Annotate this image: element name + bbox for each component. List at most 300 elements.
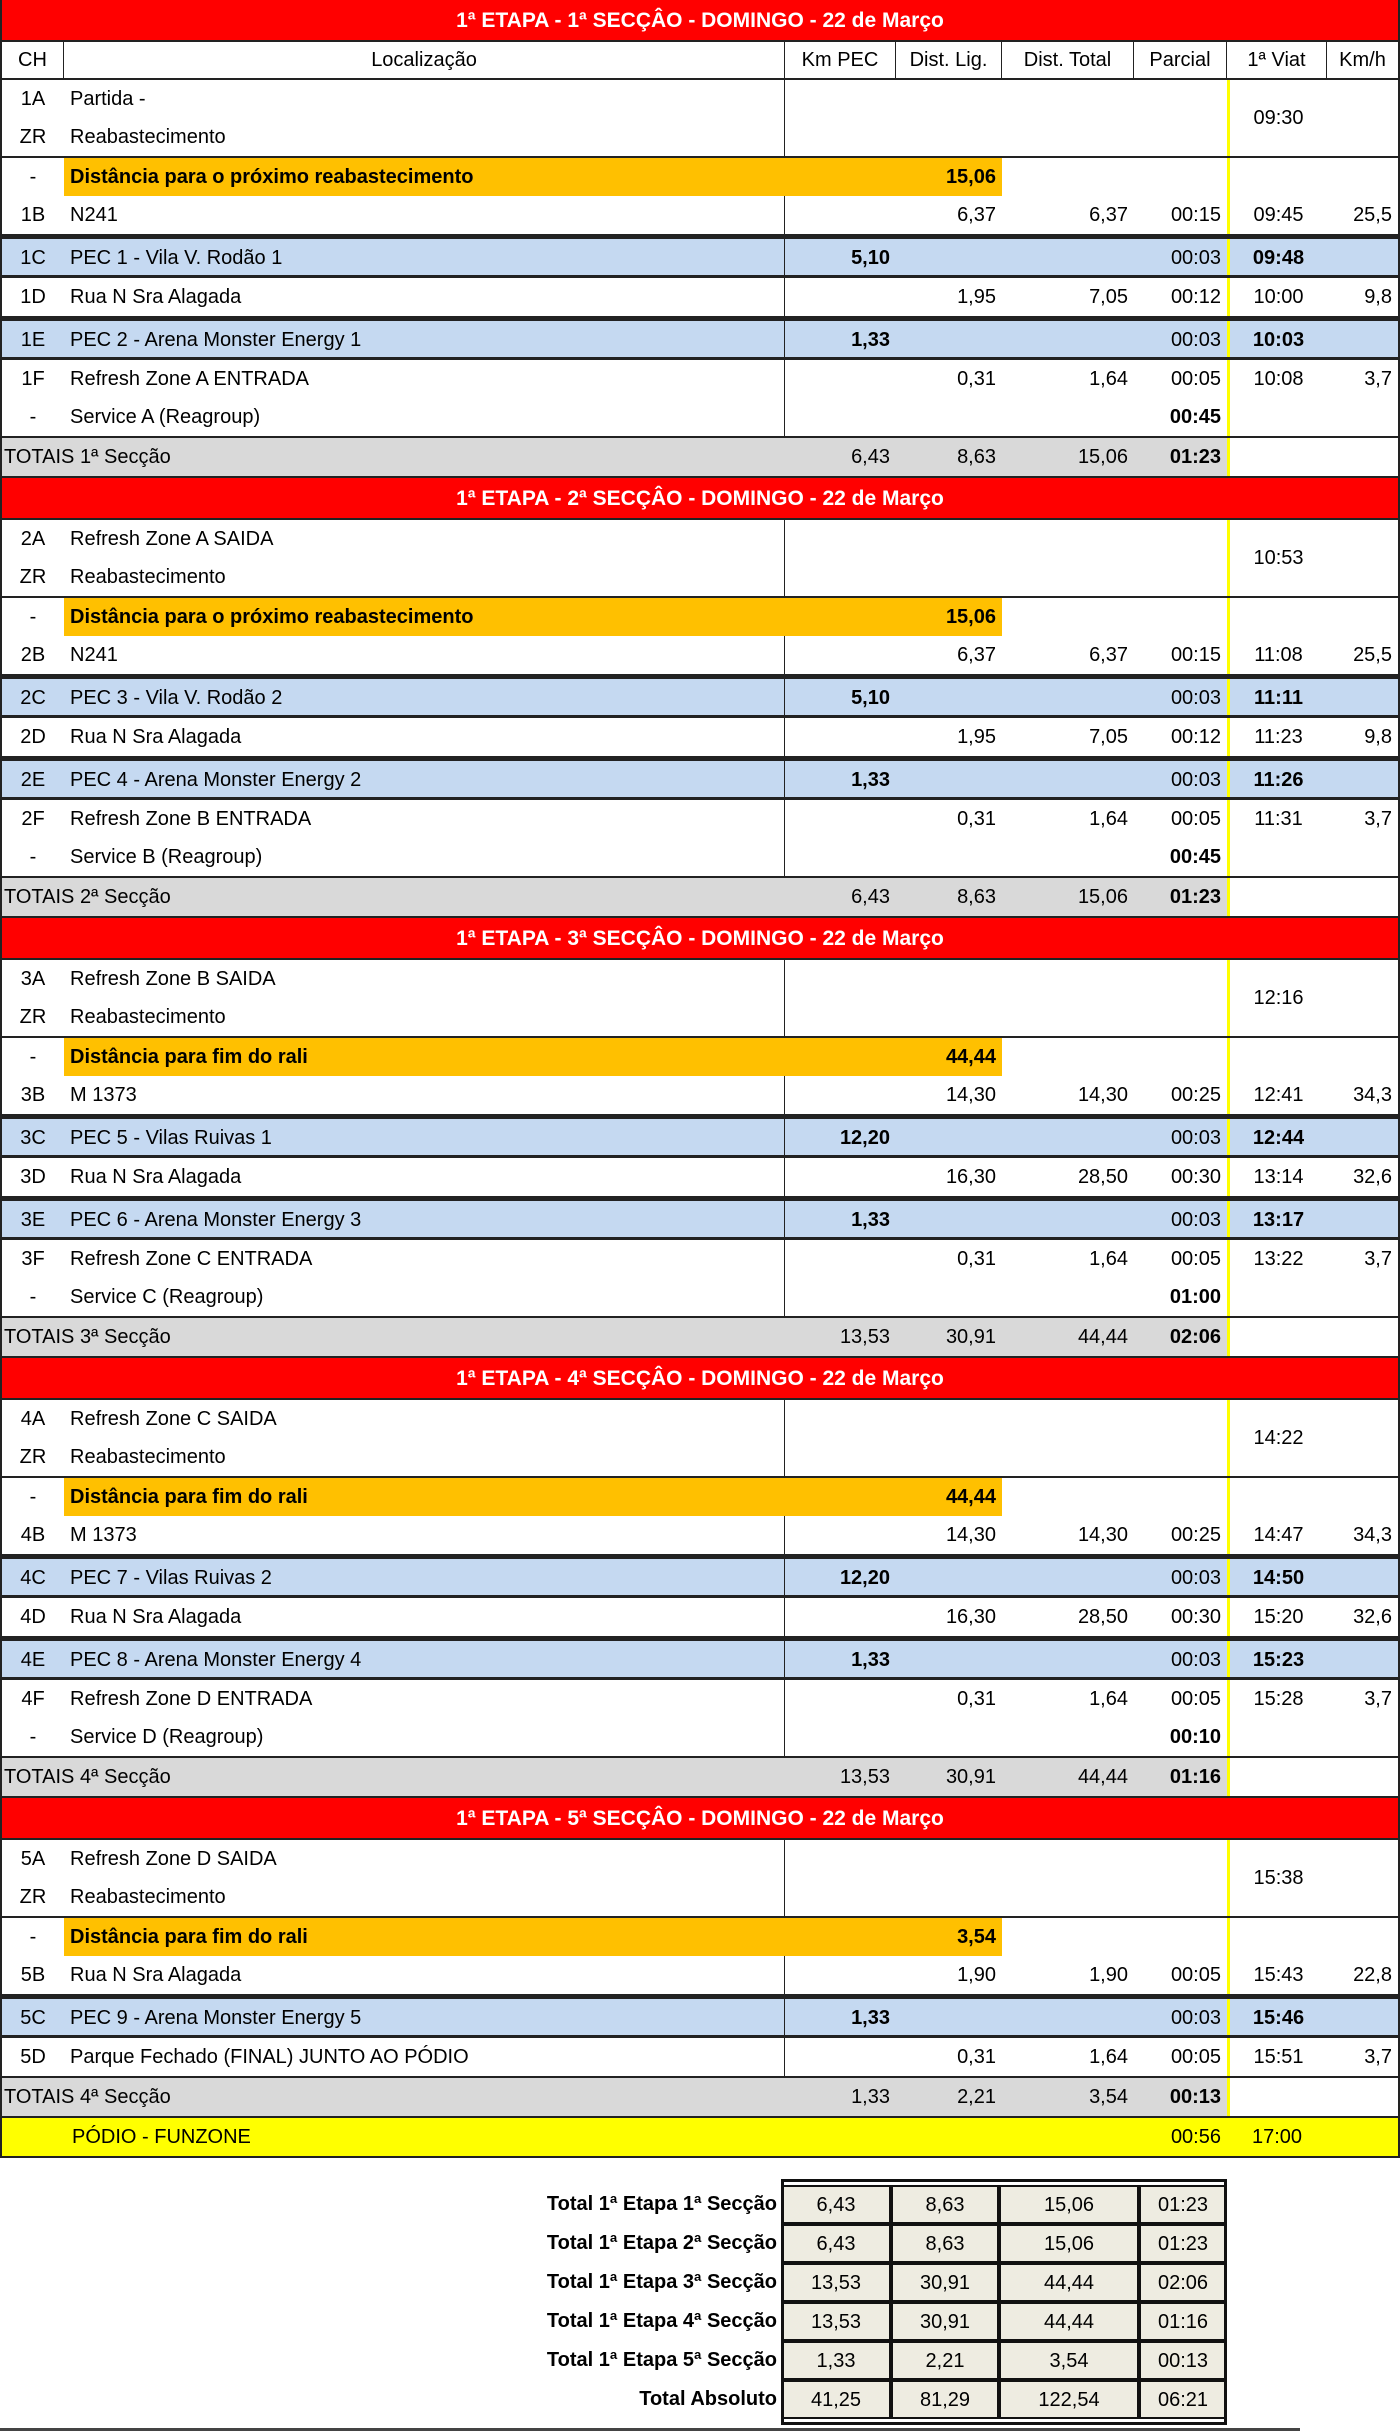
cell-parcial	[1134, 960, 1227, 1036]
cell-text: 10:08	[1253, 368, 1304, 390]
cell-dist_total	[1002, 239, 1134, 275]
cell-text: TOTAIS 3ª Secção	[4, 1326, 171, 1348]
cell-parcial	[1134, 2118, 1227, 2156]
cell-text: 1,33	[851, 1209, 890, 1231]
row-normal	[2, 1516, 1398, 1556]
cell-loc	[64, 1559, 785, 1595]
cell-viat	[1227, 239, 1327, 275]
cell-ch	[2, 1201, 64, 1237]
row-pec	[2, 1556, 1398, 1598]
row-pec	[2, 1996, 1398, 2038]
cell-dist_lig	[896, 1680, 1002, 1756]
cell-text: 9,8	[1364, 726, 1392, 748]
cell-dist_total	[1002, 1119, 1134, 1155]
cell-km_pec	[785, 960, 896, 1036]
cell-kmh	[1327, 2078, 1398, 2116]
cell-dist_total	[1002, 1758, 1134, 1796]
cell-parcial	[1134, 158, 1227, 196]
cell-parcial	[1134, 1956, 1227, 1994]
cell-text: 1,33	[851, 1649, 890, 1671]
cell-kmh	[1327, 1240, 1398, 1316]
cell-text: 00:03	[1170, 687, 1221, 709]
cell-parcial	[1134, 239, 1227, 275]
cell-loc	[2, 438, 785, 476]
cell-kmh	[1327, 636, 1398, 674]
cell-dist_total	[1002, 438, 1134, 476]
cell-text: 11:26	[1253, 769, 1304, 791]
cell-text: Parque Fechado (FINAL) JUNTO AO PÓDIO	[70, 2046, 469, 2068]
cell-loc	[64, 1840, 785, 1916]
cell-text: TOTAIS 4ª Secção	[4, 2086, 171, 2108]
cell-kmh	[1327, 1956, 1398, 1994]
cell-text: 3A	[20, 968, 46, 990]
summary-cell: 01:23	[1139, 2185, 1227, 2224]
row-refresh	[2, 1680, 1398, 1758]
cell-ch	[2, 1559, 64, 1595]
cell-text: 44,44	[1077, 1766, 1128, 1788]
cell-km_pec	[785, 1240, 896, 1316]
row-normal	[2, 2038, 1398, 2078]
cell-text: 28,50	[1077, 1166, 1128, 1188]
cell-km_pec	[785, 360, 896, 436]
cell-dist_total	[1002, 761, 1134, 797]
cell-text: Reabastecimento	[70, 1446, 226, 1468]
cell-parcial	[1134, 1598, 1227, 1636]
cell-dist_total	[1002, 1956, 1134, 1994]
summary-cell: 8,63	[891, 2185, 999, 2224]
cell-ch	[2, 1119, 64, 1155]
cell-dist_lig	[896, 2078, 1002, 2116]
cell-loc	[64, 1076, 785, 1114]
cell-text: Distância para o próximo reabastecimento	[70, 606, 474, 628]
cell-ch	[2, 598, 64, 636]
cell-km_pec	[785, 718, 896, 756]
cell-ch	[2, 1038, 64, 1076]
cell-text: 6,37	[957, 644, 996, 666]
cell-text: 00:05	[1170, 2046, 1221, 2068]
cell-loc	[64, 1201, 785, 1237]
cell-km_pec	[785, 1918, 896, 1956]
cell-dist_total	[1002, 321, 1134, 357]
cell-km_pec	[785, 239, 896, 275]
summary-table	[0, 2185, 1400, 2419]
cell-parcial	[1134, 278, 1227, 316]
cell-parcial	[1134, 636, 1227, 674]
cell-loc	[64, 2038, 785, 2076]
cell-text: 00:03	[1170, 329, 1221, 351]
cell-ch	[2, 636, 64, 674]
cell-text: Refresh Zone D ENTRADA	[70, 1688, 313, 1710]
cell-parcial	[1134, 80, 1227, 156]
cell-text: PEC 6 - Arena Monster Energy 3	[70, 1209, 362, 1231]
cell-dist_lig	[896, 1038, 1002, 1076]
cell-text: 12:16	[1253, 987, 1304, 1009]
column-header: Dist. Total	[1002, 42, 1134, 78]
cell-parcial	[1134, 761, 1227, 797]
cell-kmh	[1327, 158, 1398, 196]
cell-text: 11:23	[1254, 726, 1303, 748]
cell-km_pec	[785, 196, 896, 234]
row-double	[2, 80, 1398, 158]
cell-text: 5B	[20, 1964, 46, 1986]
cell-text: 3,7	[1364, 1688, 1392, 1710]
row-double	[2, 520, 1398, 598]
cell-text: Rua N Sra Alagada	[70, 1166, 242, 1188]
row-normal	[2, 718, 1398, 758]
cell-dist_total	[1002, 1318, 1134, 1356]
cell-dist_total	[1002, 2118, 1134, 2156]
cell-viat	[1227, 196, 1327, 234]
cell-text: PÓDIO - FUNZONE	[72, 2126, 251, 2148]
cell-parcial	[1134, 1758, 1227, 1796]
cell-loc	[64, 718, 785, 756]
cell-viat	[1227, 1641, 1327, 1677]
cell-loc	[64, 761, 785, 797]
cell-text: 11:11	[1254, 687, 1303, 709]
cell-viat	[1227, 878, 1327, 916]
cell-text: PEC 1 - Vila V. Rodão 1	[70, 247, 283, 269]
cell-text: 00:03	[1170, 1127, 1221, 1149]
summary-cell: 30,91	[891, 2302, 999, 2341]
cell-ch	[2, 1400, 64, 1476]
cell-km_pec	[785, 321, 896, 357]
cell-text: 1,64	[1089, 1688, 1128, 1710]
cell-text: PEC 4 - Arena Monster Energy 2	[70, 769, 362, 791]
cell-parcial	[1134, 321, 1227, 357]
row-podio	[2, 2118, 1398, 2158]
summary-cell: 13,53	[781, 2263, 891, 2302]
cell-kmh	[1327, 1598, 1398, 1636]
cell-text: 32,6	[1353, 1166, 1392, 1188]
cell-text: -	[29, 406, 37, 428]
cell-text: 1D	[20, 286, 46, 308]
cell-parcial	[1134, 1076, 1227, 1114]
cell-dist_lig	[896, 1076, 1002, 1114]
summary-cell: 44,44	[999, 2263, 1139, 2302]
column-header: Km PEC	[785, 42, 896, 78]
row-normal	[2, 636, 1398, 676]
cell-ch	[2, 239, 64, 275]
cell-viat	[1227, 1999, 1327, 2035]
cell-text: 5,10	[851, 247, 890, 269]
cell-km_pec	[785, 679, 896, 715]
cell-text: 00:05	[1170, 368, 1221, 390]
cell-text: 3,54	[1089, 2086, 1128, 2108]
cell-parcial	[1134, 520, 1227, 596]
cell-text: ZR	[19, 566, 47, 588]
cell-text: Distância para fim do rali	[70, 1046, 308, 1068]
cell-km_pec	[785, 1999, 896, 2035]
cell-ch	[2, 158, 64, 196]
cell-text: 15:51	[1253, 2046, 1304, 2068]
summary-label: Total 1ª Etapa 5ª Secção	[546, 2349, 777, 2371]
summary-cell: 00:13	[1139, 2341, 1227, 2380]
cell-loc	[64, 360, 785, 436]
cell-loc	[64, 1038, 785, 1076]
cell-viat	[1227, 1119, 1327, 1155]
cell-text: PEC 7 - Vilas Ruivas 2	[70, 1567, 272, 1589]
cell-viat	[1227, 1076, 1327, 1114]
cell-text: 2B	[20, 644, 46, 666]
cell-km_pec	[785, 1119, 896, 1155]
cell-parcial	[1134, 1478, 1227, 1516]
cell-dist_total	[1002, 2078, 1134, 2116]
cell-dist_total	[1002, 1641, 1134, 1677]
summary-cell: 15,06	[999, 2224, 1139, 2263]
cell-text: 13,53	[839, 1766, 890, 1788]
cell-text: 22,8	[1353, 1964, 1392, 1986]
row-pec	[2, 1638, 1398, 1680]
cell-parcial	[1134, 1158, 1227, 1196]
cell-text: PEC 8 - Arena Monster Energy 4	[70, 1649, 362, 1671]
cell-loc	[2, 878, 785, 916]
cell-text: 15:20	[1253, 1606, 1304, 1628]
cell-viat	[1227, 1758, 1327, 1796]
row-pec	[2, 236, 1398, 278]
row-pec	[2, 758, 1398, 800]
cell-loc	[64, 1956, 785, 1994]
cell-kmh	[1327, 598, 1398, 636]
summary-row	[0, 2341, 1400, 2380]
cell-text: 00:03	[1170, 769, 1221, 791]
cell-ch	[2, 1478, 64, 1516]
cell-text: TOTAIS 4ª Secção	[4, 1766, 171, 1788]
cell-text: PEC 5 - Vilas Ruivas 1	[70, 1127, 272, 1149]
cell-text: ZR	[19, 126, 47, 148]
cell-loc	[64, 1999, 785, 2035]
summary-cell: 41,25	[781, 2380, 891, 2419]
cell-dist_total	[1002, 158, 1134, 196]
summary-cell: 15,06	[999, 2185, 1139, 2224]
cell-text: 5A	[20, 1848, 46, 1870]
cell-dist_lig	[896, 2118, 1002, 2156]
row-double	[2, 1400, 1398, 1478]
cell-text: 9,8	[1364, 286, 1392, 308]
cell-ch	[2, 1999, 64, 2035]
cell-dist_lig	[896, 158, 1002, 196]
section-title: 1ª ETAPA - 2ª SECÇÂO - DOMINGO - 22 de Março	[2, 478, 1398, 520]
cell-text: 6,43	[851, 886, 890, 908]
summary-cell: 13,53	[781, 2302, 891, 2341]
cell-dist_lig	[896, 1999, 1002, 2035]
cell-text: 00:30	[1170, 1166, 1221, 1188]
cell-dist_total	[1002, 878, 1134, 916]
cell-text: 12:44	[1252, 1127, 1305, 1149]
cell-text: 09:30	[1253, 107, 1304, 129]
cell-text: 15,06	[1077, 446, 1128, 468]
cell-ch	[2, 1158, 64, 1196]
cell-dist_total	[1002, 1240, 1134, 1316]
cell-text: 4E	[20, 1649, 46, 1671]
cell-km_pec	[785, 1516, 896, 1554]
cell-viat	[1227, 80, 1327, 156]
cell-viat	[1227, 1400, 1327, 1476]
summary-row	[0, 2263, 1400, 2302]
cell-text: -	[29, 846, 37, 868]
cell-loc	[64, 1400, 785, 1476]
cell-kmh	[1327, 679, 1398, 715]
cell-text: 15:23	[1252, 1649, 1305, 1671]
cell-parcial	[1134, 1240, 1227, 1316]
cell-kmh	[1327, 1400, 1398, 1476]
cell-text: 00:13	[1169, 2086, 1221, 2108]
cell-loc	[2, 1318, 785, 1356]
cell-dist_total	[1002, 1598, 1134, 1636]
cell-text: -	[29, 1286, 37, 1308]
cell-text: 1,33	[851, 769, 890, 791]
cell-viat	[1227, 278, 1327, 316]
cell-kmh	[1327, 321, 1398, 357]
cell-loc	[2, 1758, 785, 1796]
row-pec	[2, 1116, 1398, 1158]
cell-dist_total	[1002, 1201, 1134, 1237]
cell-text: 0,31	[957, 808, 996, 830]
cell-viat	[1227, 1038, 1327, 1076]
cell-parcial	[1134, 196, 1227, 234]
section-title: 1ª ETAPA - 5ª SECÇÂO - DOMINGO - 22 de Março	[2, 1798, 1398, 1840]
cell-text: -	[29, 1046, 37, 1068]
cell-parcial	[1134, 1400, 1227, 1476]
cell-dist_lig	[896, 239, 1002, 275]
cell-km_pec	[785, 2118, 896, 2156]
cell-text: 1,64	[1089, 2046, 1128, 2068]
cell-text: Service C (Reagroup)	[70, 1286, 264, 1308]
cell-text: 09:45	[1253, 204, 1304, 226]
cell-text: Reabastecimento	[70, 1886, 226, 1908]
cell-text: 3,7	[1364, 1248, 1392, 1270]
cell-km_pec	[785, 598, 896, 636]
cell-text: 4F	[21, 1688, 45, 1710]
cell-text: 3B	[20, 1084, 46, 1106]
cell-text: Rua N Sra Alagada	[70, 286, 242, 308]
cell-dist_total	[1002, 1840, 1134, 1916]
cell-text: 14:50	[1252, 1567, 1305, 1589]
cell-text: 1,90	[1089, 1964, 1128, 1986]
cell-dist_total	[1002, 800, 1134, 876]
cell-text: 15,06	[945, 606, 996, 628]
cell-loc	[64, 196, 785, 234]
cell-viat	[1227, 960, 1327, 1036]
cell-km_pec	[785, 1641, 896, 1677]
cell-dist_lig	[896, 1840, 1002, 1916]
cell-km_pec	[785, 636, 896, 674]
cell-text: 00:30	[1170, 1606, 1221, 1628]
cell-text: Service A (Reagroup)	[70, 406, 261, 428]
cell-dist_total	[1002, 1559, 1134, 1595]
cell-loc	[64, 800, 785, 876]
cell-viat	[1227, 761, 1327, 797]
cell-loc	[64, 321, 785, 357]
summary-label: Total 1ª Etapa 1ª Secção	[546, 2193, 777, 2215]
summary-label: Total 1ª Etapa 4ª Secção	[546, 2310, 777, 2332]
cell-kmh	[1327, 718, 1398, 756]
cell-text: 1F	[21, 368, 45, 390]
cell-parcial	[1134, 1999, 1227, 2035]
cell-text: Reabastecimento	[70, 1006, 226, 1028]
summary-label: Total 1ª Etapa 2ª Secção	[546, 2232, 777, 2254]
cell-text: 11:31	[1254, 808, 1303, 830]
cell-text: 2C	[20, 687, 46, 709]
cell-dist_total	[1002, 679, 1134, 715]
cell-text: Refresh Zone D SAIDA	[70, 1848, 277, 1870]
cell-text: -	[29, 1926, 37, 1948]
cell-viat	[1227, 1918, 1327, 1956]
cell-text: 00:05	[1170, 1248, 1221, 1270]
cell-dist_lig	[896, 1318, 1002, 1356]
cell-km_pec	[785, 1758, 896, 1796]
cell-parcial	[1134, 2038, 1227, 2076]
cell-km_pec	[785, 1956, 896, 1994]
section-title: 1ª ETAPA - 1ª SECÇÂO - DOMINGO - 22 de Março	[2, 0, 1398, 42]
cell-dist_lig	[896, 321, 1002, 357]
cell-text: 0,31	[957, 2046, 996, 2068]
cell-viat	[1227, 1240, 1327, 1316]
cell-viat	[1227, 1598, 1327, 1636]
cell-text: 34,3	[1353, 1084, 1392, 1106]
cell-text: 6,43	[851, 446, 890, 468]
cell-text: N241	[70, 644, 118, 666]
cell-text: 1,64	[1089, 368, 1128, 390]
summary-cell: 81,29	[891, 2380, 999, 2419]
summary-label: Total Absoluto	[639, 2388, 777, 2410]
cell-text: 00:03	[1170, 1209, 1221, 1231]
cell-viat	[1227, 2078, 1327, 2116]
cell-text: 7,05	[1089, 726, 1128, 748]
cell-loc	[64, 598, 785, 636]
cell-loc	[64, 80, 785, 156]
row-tot	[2, 2078, 1398, 2118]
cell-kmh	[1327, 1038, 1398, 1076]
cell-dist_total	[1002, 1516, 1134, 1554]
cell-text: 1,33	[851, 2007, 890, 2029]
cell-viat	[1227, 321, 1327, 357]
cell-loc	[64, 636, 785, 674]
cell-dist_lig	[896, 800, 1002, 876]
cell-kmh	[1327, 80, 1398, 156]
cell-dist_total	[1002, 1918, 1134, 1956]
row-dist	[2, 158, 1398, 196]
cell-text: 3D	[20, 1166, 46, 1188]
column-header: Localização	[64, 42, 785, 78]
column-header: Dist. Lig.	[896, 42, 1002, 78]
cell-ch	[2, 1240, 64, 1316]
cell-text: 14,30	[1077, 1084, 1128, 1106]
row-dist	[2, 1478, 1398, 1516]
cell-text: 3,7	[1364, 368, 1392, 390]
cell-dist_lig	[896, 1478, 1002, 1516]
cell-text: 12,20	[839, 1127, 890, 1149]
cell-text: Refresh Zone B ENTRADA	[70, 808, 312, 830]
cell-kmh	[1327, 1641, 1398, 1677]
row-pec	[2, 1198, 1398, 1240]
summary-cell: 30,91	[891, 2263, 999, 2302]
cell-kmh	[1327, 800, 1398, 876]
cell-text: Reabastecimento	[70, 126, 226, 148]
cell-dist_lig	[896, 1516, 1002, 1554]
cell-viat	[1227, 438, 1327, 476]
summary-cell: 6,43	[781, 2224, 891, 2263]
cell-kmh	[1327, 1201, 1398, 1237]
cell-text: 1,33	[851, 2086, 890, 2108]
cell-text: 17:00	[1251, 2126, 1303, 2148]
cell-loc	[64, 1478, 785, 1516]
cell-ch	[2, 1641, 64, 1677]
cell-text: 15,06	[945, 166, 996, 188]
cell-kmh	[1327, 2038, 1398, 2076]
cell-kmh	[1327, 1840, 1398, 1916]
cell-text: 00:25	[1170, 1084, 1221, 1106]
cell-loc	[2, 2118, 785, 2156]
